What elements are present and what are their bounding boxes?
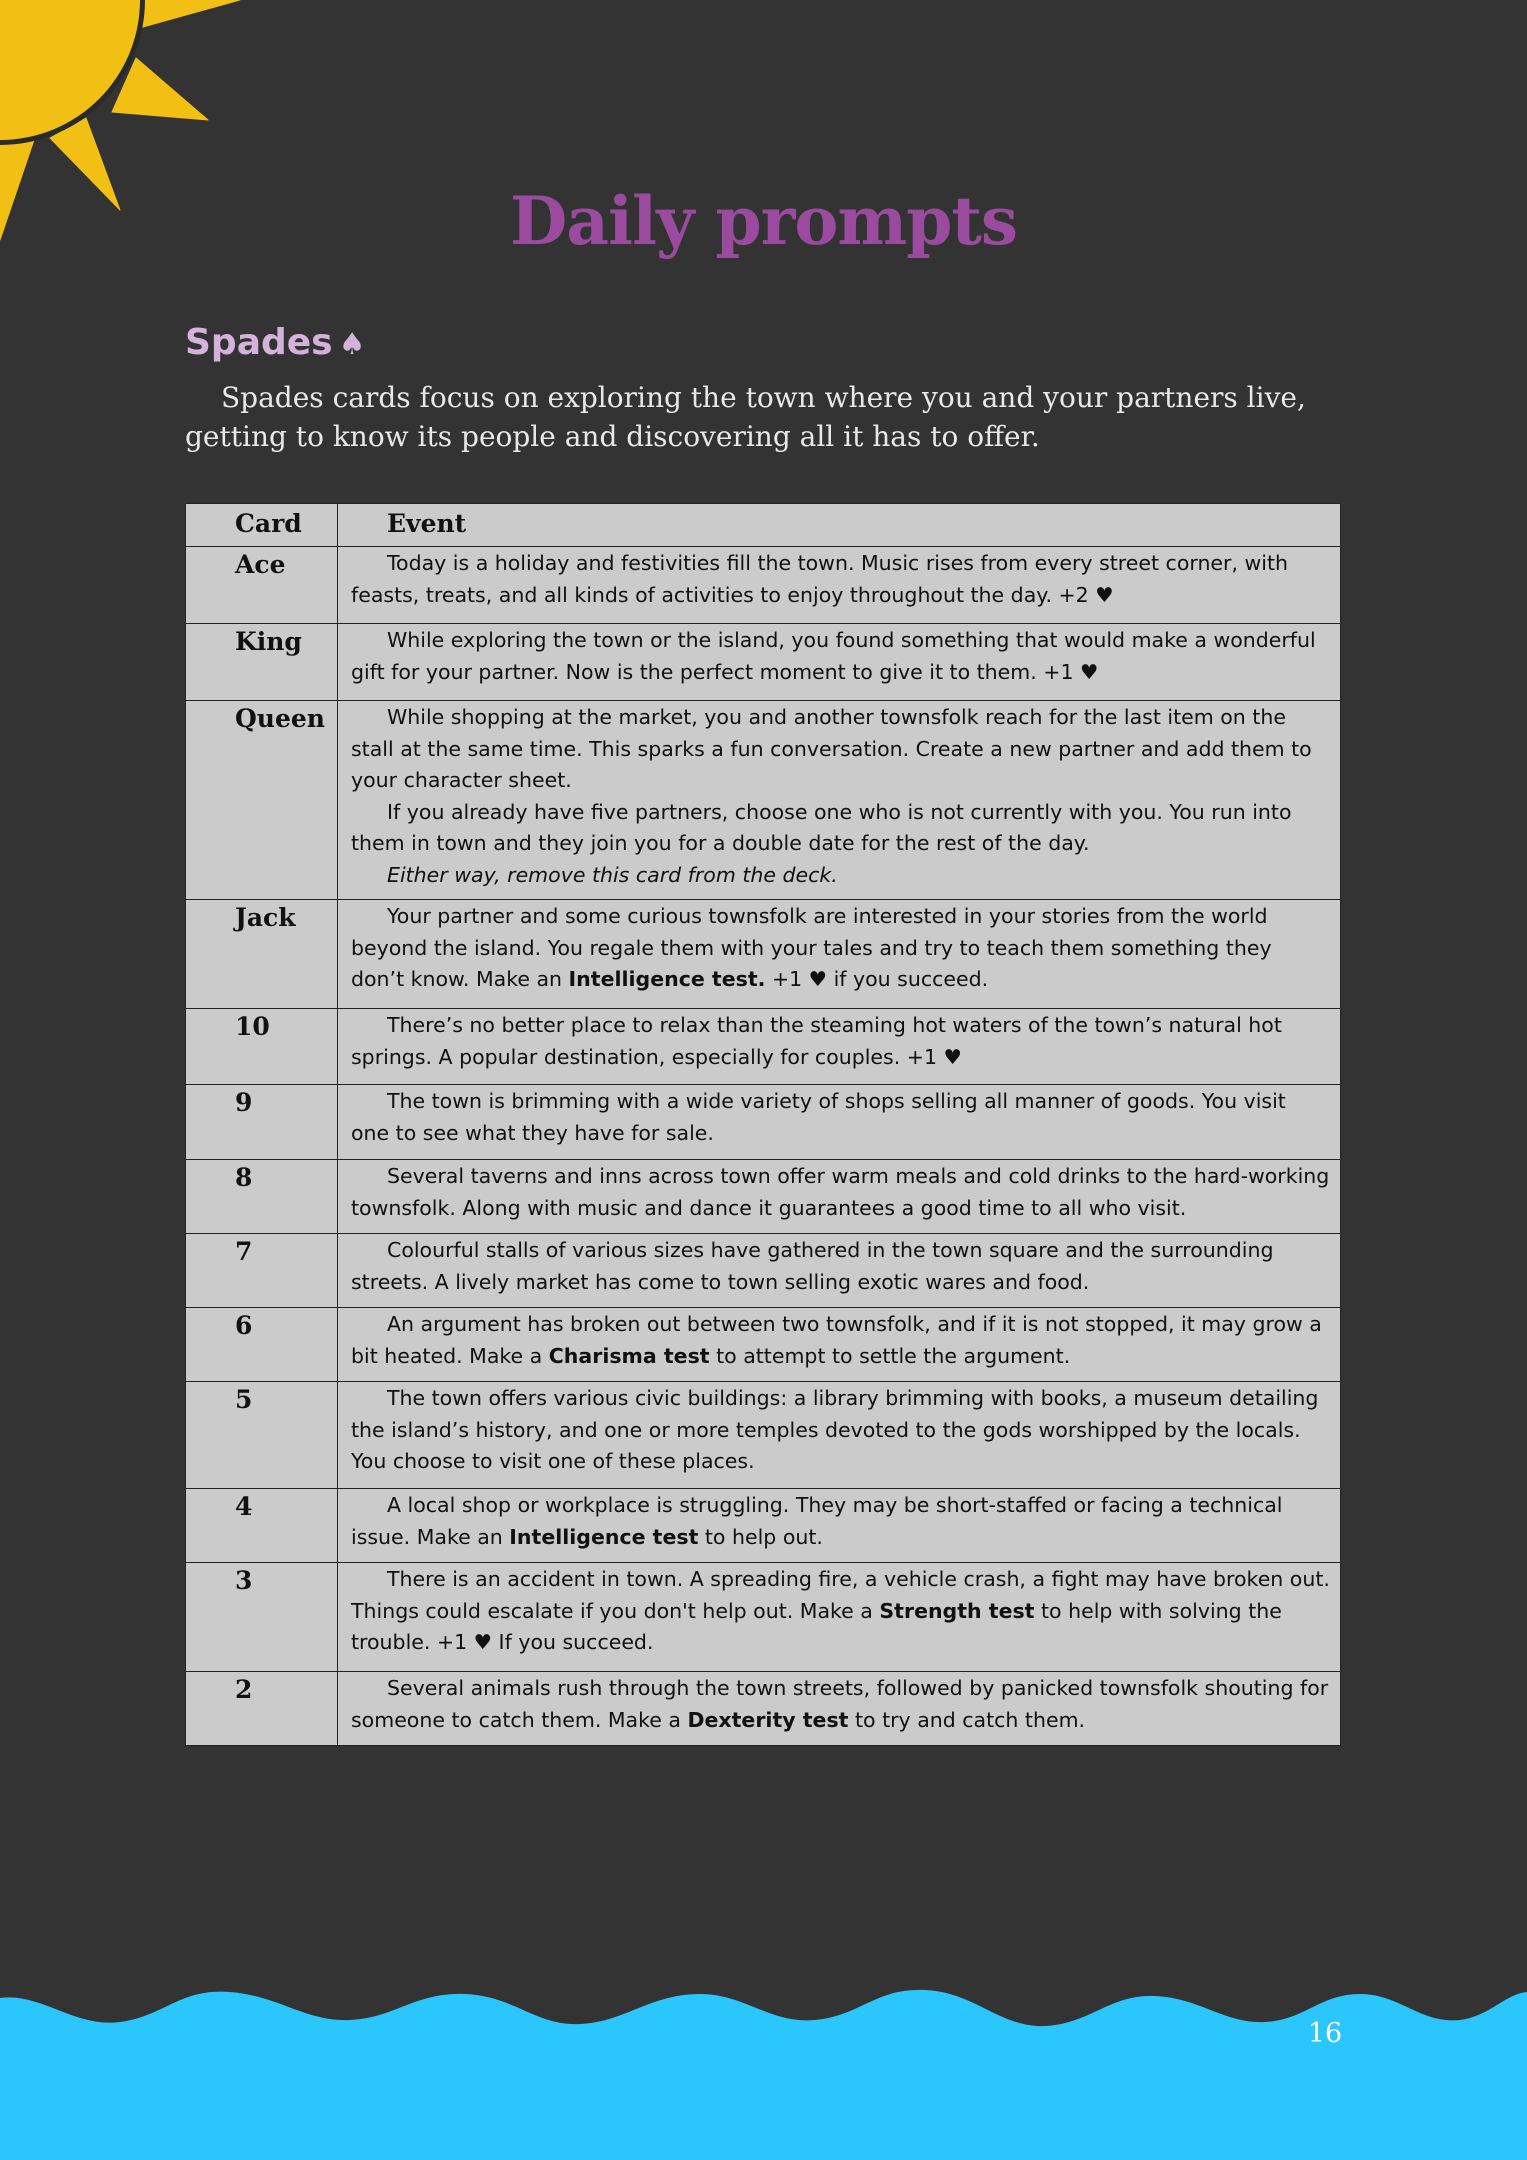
event-paragraph: While shopping at the market, you and another townsfolk reach for the last item on the stall at the same time. This sparks a fun conversation. Create a new partner and add them to your character sheet. [351,705,1312,792]
table-row [186,624,1341,701]
event-paragraph [351,1490,1330,1553]
event-test-name: Intelligence test. [568,967,766,991]
event-text: There is an accident in town. A spreading fire, a vehicle crash, a fight may have broken out. Things could escalate if you don't help out. Make a [351,1567,1330,1623]
event-text: to help out. [698,1524,823,1549]
event-text: to attempt to settle the argument. [709,1343,1071,1368]
event-test-name: Strength test [879,1598,1035,1623]
table-row [186,1672,1341,1746]
card-cell: Ace [186,547,338,624]
event-cell [338,900,1341,1009]
card-cell: 2 [186,1672,338,1746]
card-cell: 8 [186,1160,338,1234]
event-cell [338,624,1341,701]
table-row [186,1489,1341,1563]
card-column-header: Card [186,504,338,547]
event-paragraph [351,1564,1330,1659]
event-text: A local shop or workplace is struggling. They may be short-staffed or facing a technical issue. Make an [351,1493,1283,1549]
event-cell [338,1489,1341,1563]
table-row [186,547,1341,624]
event-test-name: Dexterity test [687,1707,849,1732]
event-cell [338,1563,1341,1672]
page-number: 16 [1307,2018,1343,2049]
card-cell: 4 [186,1489,338,1563]
event-paragraph: Several taverns and inns across town offer warm meals and cold drinks to the hard-working townsfolk. Along with music and dance it guarantees a good time to all who visit. [351,1164,1330,1220]
section-heading [185,322,366,363]
event-paragraph: The town is brimming with a wide variety of shops selling all manner of goods. You visit one to see what they have for sale. [351,1089,1286,1145]
event-paragraph: If you already have five partners, choose one who is not currently with you. You run into them in town and they join you for a double date for the rest of the day. [351,799,1292,855]
card-cell: Jack [186,900,338,1009]
event-paragraph: The town offers various civic buildings: a library brimming with books, a museum detailing the island’s history, and one or more temples devoted to the gods worshipped by the locals. You choose to visit one of these places. [351,1386,1319,1473]
table-row [186,1009,1341,1085]
event-text: to try and catch them. [848,1707,1086,1732]
event-paragraph: Either way, remove this card from the deck. [387,862,838,887]
table-row [186,1085,1341,1160]
event-cell [338,1085,1341,1160]
event-text: An argument has broken out between two townsfolk, and if it is not stopped, it may grow a bit heated. Make a [351,1312,1322,1368]
card-cell: 6 [186,1308,338,1382]
event-text: to help with solving the trouble. +1 ♥ If you succeed. [351,1598,1282,1654]
card-cell: 9 [186,1085,338,1160]
section-heading-text: Spades [185,322,333,363]
event-test-name: Charisma test [548,1343,710,1368]
card-cell: 5 [186,1382,338,1489]
event-text: Your partner and some curious townsfolk are interested in your stories from the world beyond the island. You regale them with your tales and try to teach them something they don’t know. Make an [351,904,1272,991]
event-cell [338,1672,1341,1746]
table-header-row [186,504,1341,547]
table-row [186,701,1341,900]
event-cell [338,1160,1341,1234]
event-paragraph [351,1673,1330,1736]
event-paragraph: There’s no better place to relax than the steaming hot waters of the town’s natural hot springs. A popular destination, especially for couples. +1 ♥ [351,1013,1282,1069]
event-paragraph [351,1309,1330,1372]
table-row [186,1563,1341,1672]
event-paragraph: While exploring the town or the island, you found something that would make a wonderful gift for your partner. Now is the perfect moment to give it to them. +1 ♥ [351,628,1316,684]
card-cell: 3 [186,1563,338,1672]
event-column-header: Event [338,504,1341,547]
table-body [186,547,1341,1746]
page-title: Daily prompts [509,182,1018,260]
card-cell: 7 [186,1234,338,1308]
event-paragraph [351,901,1330,996]
event-paragraph: Colourful stalls of various sizes have gathered in the town square and the surrounding streets. A lively market has come to town selling exotic wares and food. [351,1238,1274,1294]
prompts-table [185,503,1341,1746]
spade-suit-icon: ♠ [338,327,366,362]
card-cell: King [186,624,338,701]
card-cell: Queen [186,701,338,900]
table-row [186,1234,1341,1308]
event-text: Several animals rush through the town streets, followed by panicked townsfolk shouting for someone to catch them. Make a [351,1676,1329,1732]
section-intro: Spades cards focus on exploring the town where you and your partners live, getting to know its people and discovering all it has to offer. [185,381,1306,453]
card-cell: 10 [186,1009,338,1085]
prompts-table-wrapper [185,503,1341,1746]
event-cell [338,1234,1341,1308]
table-row [186,900,1341,1009]
table-row [186,1382,1341,1489]
event-text: +1 ♥ if you succeed. [765,967,989,991]
event-paragraph: Today is a holiday and festivities fill the town. Music rises from every street corner, with feasts, treats, and all kinds of activities to enjoy throughout the day. +2 ♥ [351,551,1288,607]
event-test-name: Intelligence test [509,1524,699,1549]
event-cell [338,1382,1341,1489]
table-row [186,1308,1341,1382]
event-cell [338,1009,1341,1085]
event-cell [338,547,1341,624]
water-waves-illustration [0,1980,1527,2160]
event-cell [338,1308,1341,1382]
event-cell [338,701,1341,900]
table-row [186,1160,1341,1234]
